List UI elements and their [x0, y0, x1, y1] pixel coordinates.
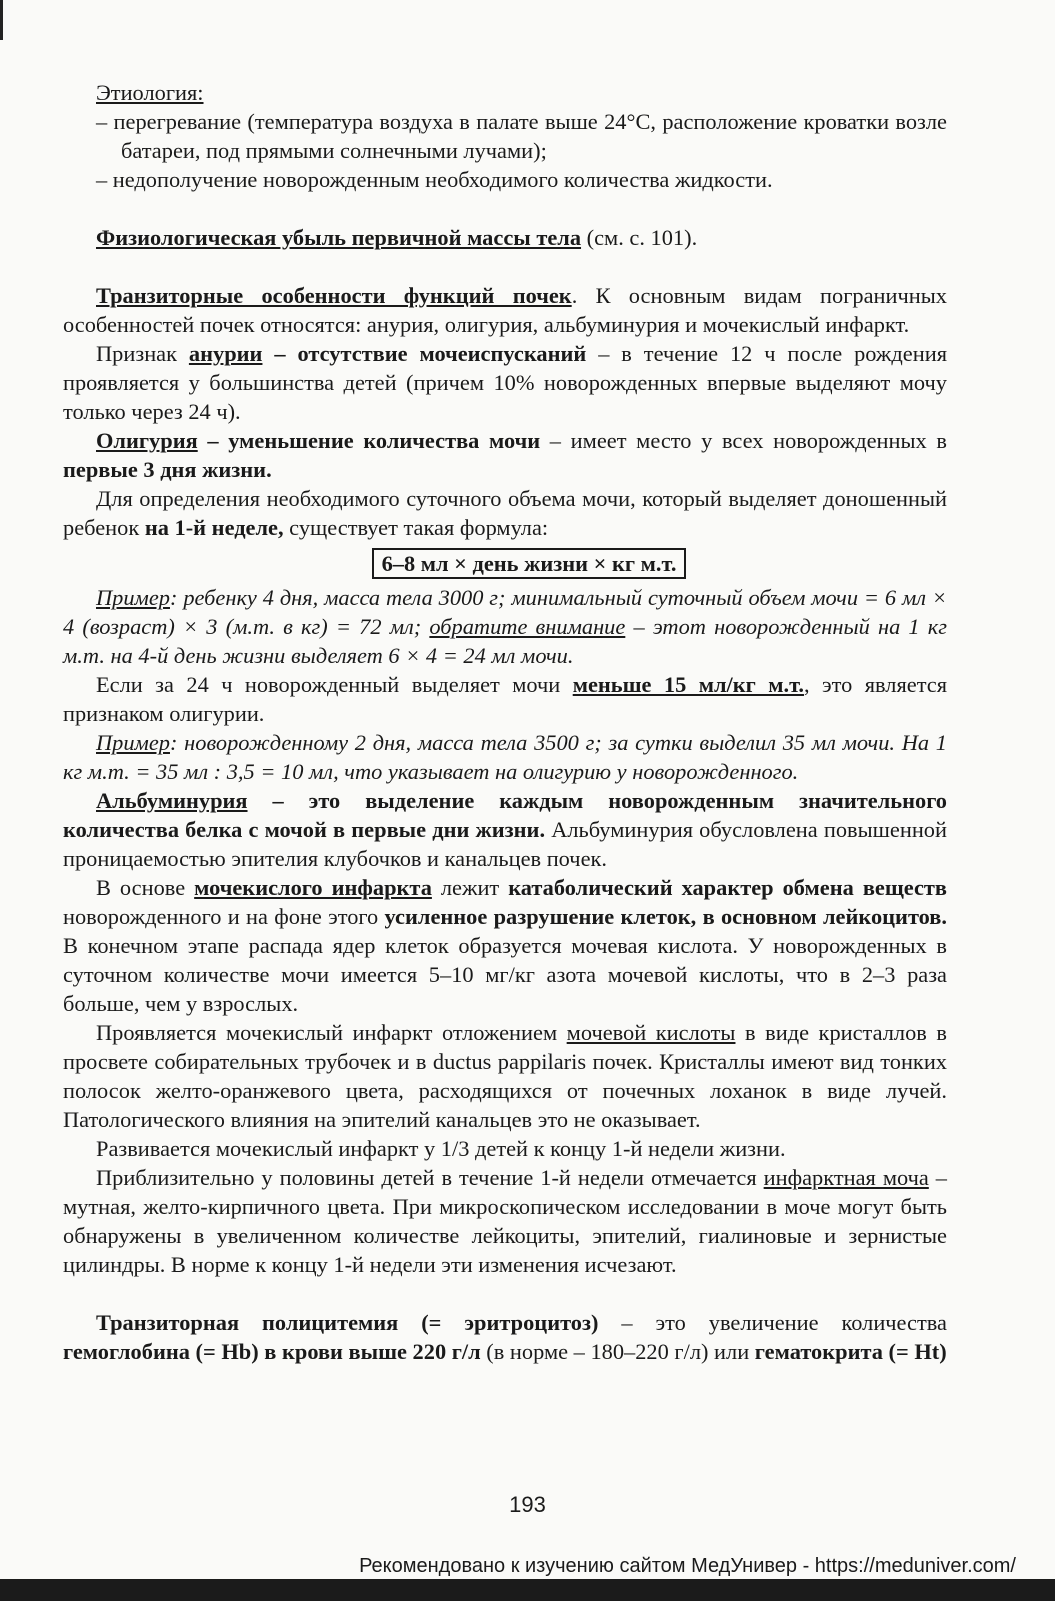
uric-infarct-basis-paragraph: В основе мочекислого инфаркта лежит катаболический характер обмена веществ новорожденного и на фоне этого усиленное разрушение клеток, в основном лейкоцитов. В конечном этапе распада ядер клеток образуется мочевая кислота. У новорожденных в суточном количестве мочи имеется 5–10 мг/кг азота мочевой кислоты, что в 2–3 раза больше, чем у взрослых. — [63, 875, 947, 1016]
page-number: 193 — [509, 1492, 546, 1517]
page-body — [63, 78, 947, 1366]
etiology-item-fluid: – недополучение новорожденным необходимого количества жидкости. — [96, 167, 773, 192]
polycythemia-term: Транзиторная полицитемия (= эритроцитоз) — [96, 1310, 599, 1335]
albuminuria-paragraph: Альбуминурия – это выделение каждым новорожденным значительного количества белка с мочой в первые дни жизни. Альбуминурия обусловлена повышенной проницаемостью эпителия клубочков и канальцев почек. — [63, 788, 947, 871]
polycythemia-paragraph: Транзиторная полицитемия (= эритроцитоз) – это увеличение количества гемоглобина (= Hb) в крови выше 220 г/л (в норме – 180–220 г/л) или гематокрита (= Ht) — [63, 1310, 947, 1364]
kidney-term: Транзиторные особенности функций почек — [96, 283, 572, 308]
footer-recommendation: Рекомендовано к изучению сайтом МедУнивер - https://meduniver.com/ — [359, 1555, 1016, 1577]
page-edge-mark — [0, 0, 3, 40]
etiology-item-overheating: – перегревание (температура воздуха в палате выше 24°С, расположение кроватки возле батареи, под прямыми солнечными лучами); — [96, 109, 947, 163]
etiology-title: Этиология: — [96, 80, 204, 105]
uric-infarct-manifest-paragraph: Проявляется мочекислый инфаркт отложением мочевой кислоты в виде кристаллов в просвете собирательных трубочек и в ductus pappilaris почек. Кристаллы имеют вид тонких полосок желто-оранжевого цвета, расходящихся от почечных лоханок в виде лучей. Патологического влияния на эпителий канальцев это не оказывает. — [63, 1020, 947, 1132]
example-paragraph-2: Пример: новорожденному 2 дня, масса тела 3500 г; за сутки выделил 35 мл мочи. На 1 кг м.т. = 35 мл : 3,5 = 10 мл, что указывает на олигурию у новорожденного. — [63, 730, 947, 784]
uric-infarct-term: мочекислого инфаркта — [194, 875, 432, 900]
weight-loss-term: Физиологическая убыль первичной массы тела — [96, 225, 582, 250]
urine-volume-formula: 6–8 мл × день жизни × кг м.т. — [372, 548, 687, 579]
weight-loss-paragraph: Физиологическая убыль первичной массы тела (см. с. 101). — [96, 225, 698, 250]
uric-infarct-develop-paragraph: Развивается мочекислый инфаркт у 1/3 детей к концу 1-й недели жизни. — [96, 1136, 786, 1161]
oliguria-paragraph: Олигурия – уменьшение количества мочи – имеет место у всех новорожденных в первые 3 дня жизни. — [63, 428, 947, 482]
example-paragraph-1: Пример: ребенку 4 дня, масса тела 3000 г; минимальный суточный объем мочи = 6 мл × 4 (возраст) × 3 (м.т. в кг) = 72 мл; обратите внимание – этот новорожденный на 1 кг м.т. на 4-й день жизни выделяет 6 × 4 = 24 мл мочи. — [63, 585, 947, 668]
oliguria-sign-paragraph: Если за 24 ч новорожденный выделяет мочи меньше 15 мл/кг м.т., это является признаком олигурии. — [63, 672, 947, 726]
anuria-paragraph: Признак анурии – отсутствие мочеиспусканий – в течение 12 ч после рождения проявляется у большинства детей (причем 10% новорожденных впервые выделяют мочу только через 24 ч). — [63, 341, 947, 424]
formula-block — [63, 548, 947, 579]
anuria-term: анурии — [188, 341, 263, 366]
albuminuria-term: Альбуминурия — [96, 788, 248, 813]
infarct-urine-paragraph: Приблизительно у половины детей в течение 1-й недели отмечается инфарктная моча – мутная, желто-кирпичного цвета. При микроскопическом исследовании в моче могут быть обнаружены в увеличенном количестве лейкоциты, эпителий, гиалиновые и зернистые цилиндры. В норме к концу 1-й недели эти изменения исчезают. — [63, 1165, 947, 1277]
kidney-paragraph: Транзиторные особенности функций почек. К основным видам пограничных особенностей почек относятся: анурия, олигурия, альбуминурия и мочекислый инфаркт. — [63, 283, 947, 337]
scan-bottom-band — [0, 1579, 1055, 1601]
oliguria-term: Олигурия — [96, 428, 198, 453]
volume-paragraph: Для определения необходимого суточного объема мочи, который выделяет доношенный ребенок на 1-й неделе, существует такая формула: — [63, 486, 947, 540]
